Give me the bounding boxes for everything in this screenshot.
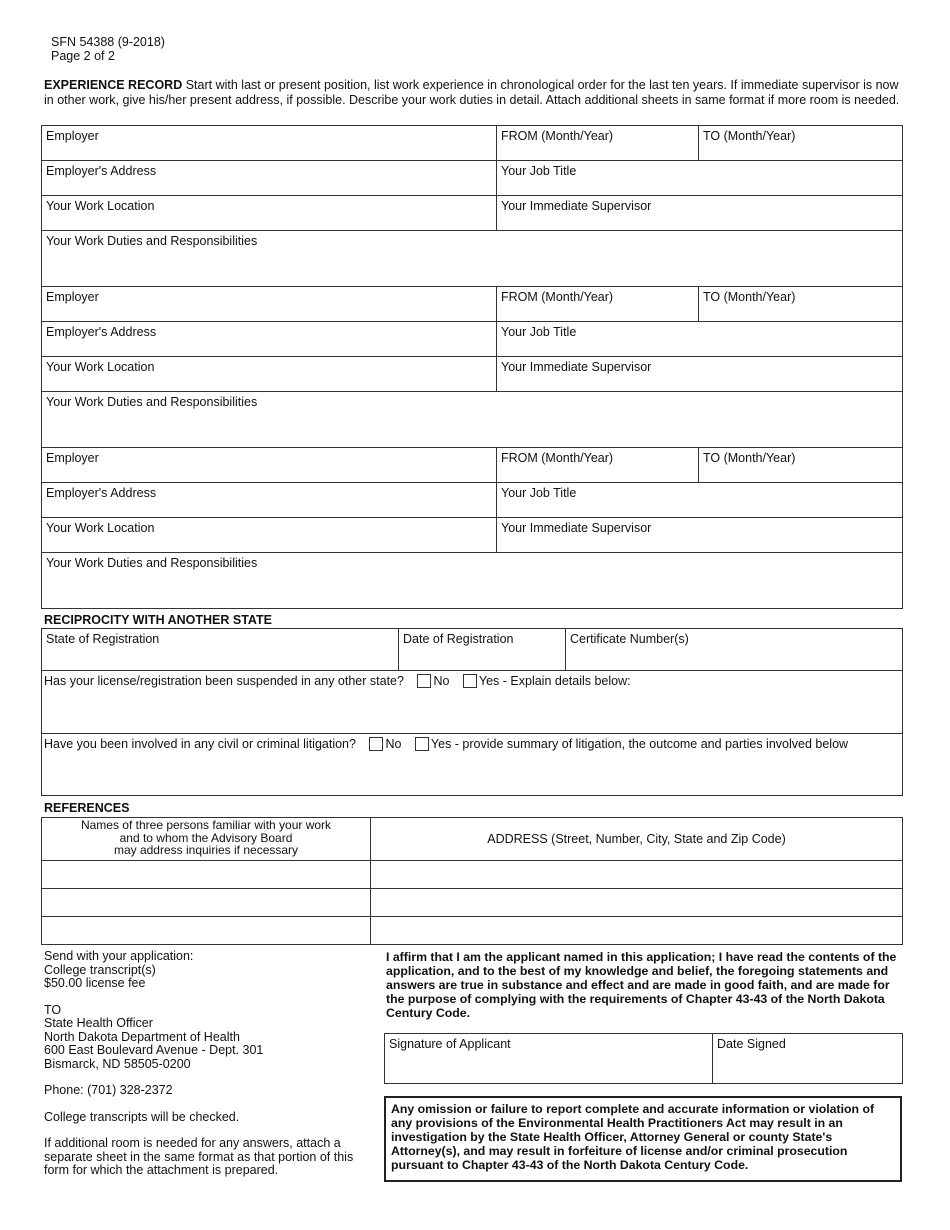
employer-field[interactable]: Employer xyxy=(42,287,497,322)
suspended-yes-checkbox[interactable] xyxy=(463,674,477,688)
send-line: Send with your application: xyxy=(44,949,194,963)
signature-table xyxy=(384,1033,903,1084)
names-header: Names of three persons familiar with your work and to whom the Advisory Board may address inquiries if necessary xyxy=(42,818,371,861)
to-label: TO xyxy=(44,1002,62,1017)
signature-field[interactable]: Signature of Applicant xyxy=(385,1034,713,1084)
state-of-registration-field[interactable]: State of Registration xyxy=(42,629,399,671)
from-date-field[interactable]: FROM (Month/Year) xyxy=(497,126,699,161)
address-line: Bismarck, ND 58505-0200 xyxy=(44,1056,191,1071)
form-header xyxy=(51,35,165,63)
employer-address-field[interactable]: Employer's Address xyxy=(42,322,497,357)
reciprocity-title: RECIPROCITY WITH ANOTHER STATE xyxy=(44,613,273,627)
reference-name-field[interactable] xyxy=(42,860,371,888)
transcripts-note: College transcripts will be checked. xyxy=(44,1109,240,1124)
work-location-field[interactable]: Your Work Location xyxy=(42,357,497,392)
reciprocity-table xyxy=(41,628,903,796)
supervisor-field[interactable]: Your Immediate Supervisor xyxy=(497,518,903,553)
work-duties-field[interactable]: Your Work Duties and Responsibilities xyxy=(42,392,903,448)
warning-notice: Any omission or failure to report complete and accurate information or violation of any provisions of the Environmental Health Practitioners Act may result in an investigation by the State Health Officer, Attorney General or county State's Attorney(s), and may result in forfeiture of license and/or criminal prosecution pursuant to Chapter 43-43 of the North Dakota Century Code. xyxy=(384,1096,902,1182)
suspended-yes-label: Yes - Explain details below: xyxy=(478,674,631,688)
suspended-no-label: No xyxy=(433,674,450,688)
suspended-question: Has your license/registration been suspended in any other state? xyxy=(44,674,404,688)
to-date-field[interactable]: TO (Month/Year) xyxy=(699,448,903,483)
supervisor-field[interactable]: Your Immediate Supervisor xyxy=(497,357,903,392)
phone: Phone: (701) 328-2372 xyxy=(44,1083,173,1097)
experience-title: EXPERIENCE RECORD xyxy=(44,78,183,92)
reference-name-field[interactable] xyxy=(42,888,371,916)
page-number: Page 2 of 2 xyxy=(51,49,115,63)
address-line: North Dakota Department of Health xyxy=(44,1029,240,1044)
experience-instructions: Start with last or present position, list work experience in chronological order for the last ten years. If immediate supervisor is now in other work, give his/her present address, if possible. Describe your work duties in detail. Attach additional sheets in same format if more room is needed. xyxy=(44,78,900,107)
reference-address-field[interactable] xyxy=(371,916,903,944)
to-date-field[interactable]: TO (Month/Year) xyxy=(699,287,903,322)
fee-line: $50.00 license fee xyxy=(44,976,146,990)
mailing-instructions xyxy=(44,950,364,1191)
employer-address-field[interactable]: Employer's Address xyxy=(42,161,497,196)
litigation-question-row xyxy=(42,734,903,796)
transcript-line: College transcript(s) xyxy=(44,962,156,977)
reference-name-field[interactable] xyxy=(42,916,371,944)
date-of-registration-field[interactable]: Date of Registration xyxy=(399,629,566,671)
litigation-no-label: No xyxy=(385,737,402,751)
work-duties-field[interactable]: Your Work Duties and Responsibilities xyxy=(42,553,903,609)
employer-field[interactable]: Employer xyxy=(42,126,497,161)
affirmation-text: I affirm that I am the applicant named in this application; I have read the contents of the application, and to the best of my knowledge and belief, the foregoing statements and answers are true in substance and effect and are made in good faith, and are made for the purpose of complying with the requirements of Chapter 43-43 of the North Dakota Century Code. xyxy=(386,950,897,1020)
from-date-field[interactable]: FROM (Month/Year) xyxy=(497,448,699,483)
supervisor-field[interactable]: Your Immediate Supervisor xyxy=(497,196,903,231)
litigation-yes-label: Yes - provide summary of litigation, the outcome and parties involved below xyxy=(430,737,849,751)
work-location-field[interactable]: Your Work Location xyxy=(42,518,497,553)
employer-address-field[interactable]: Employer's Address xyxy=(42,483,497,518)
work-duties-field[interactable]: Your Work Duties and Responsibilities xyxy=(42,231,903,287)
additional-room-note: If additional room is needed for any answers, attach a separate sheet in the same format as that portion of this form for which the attachment is prepared. xyxy=(44,1136,354,1177)
references-title: REFERENCES xyxy=(44,801,130,815)
reference-address-field[interactable] xyxy=(371,860,903,888)
litigation-no-checkbox[interactable] xyxy=(369,737,383,751)
form-number: SFN 54388 (9-2018) xyxy=(51,35,165,49)
job-title-field[interactable]: Your Job Title xyxy=(497,322,903,357)
to-date-field[interactable]: TO (Month/Year) xyxy=(699,126,903,161)
litigation-question: Have you been involved in any civil or criminal litigation? xyxy=(44,737,356,751)
date-signed-field[interactable]: Date Signed xyxy=(713,1034,903,1084)
work-location-field[interactable]: Your Work Location xyxy=(42,196,497,231)
address-line: State Health Officer xyxy=(44,1016,153,1030)
references-table xyxy=(41,817,903,945)
suspended-question-row xyxy=(42,671,903,734)
job-title-field[interactable]: Your Job Title xyxy=(497,483,903,518)
certificate-number-field[interactable]: Certificate Number(s) xyxy=(566,629,903,671)
reference-address-field[interactable] xyxy=(371,888,903,916)
job-title-field[interactable]: Your Job Title xyxy=(497,161,903,196)
experience-intro xyxy=(44,78,904,107)
address-header: ADDRESS (Street, Number, City, State and Zip Code) xyxy=(371,818,903,861)
suspended-no-checkbox[interactable] xyxy=(417,674,431,688)
experience-table xyxy=(41,125,903,609)
litigation-yes-checkbox[interactable] xyxy=(415,737,429,751)
employer-field[interactable]: Employer xyxy=(42,448,497,483)
address-line: 600 East Boulevard Avenue - Dept. 301 xyxy=(44,1043,264,1057)
from-date-field[interactable]: FROM (Month/Year) xyxy=(497,287,699,322)
